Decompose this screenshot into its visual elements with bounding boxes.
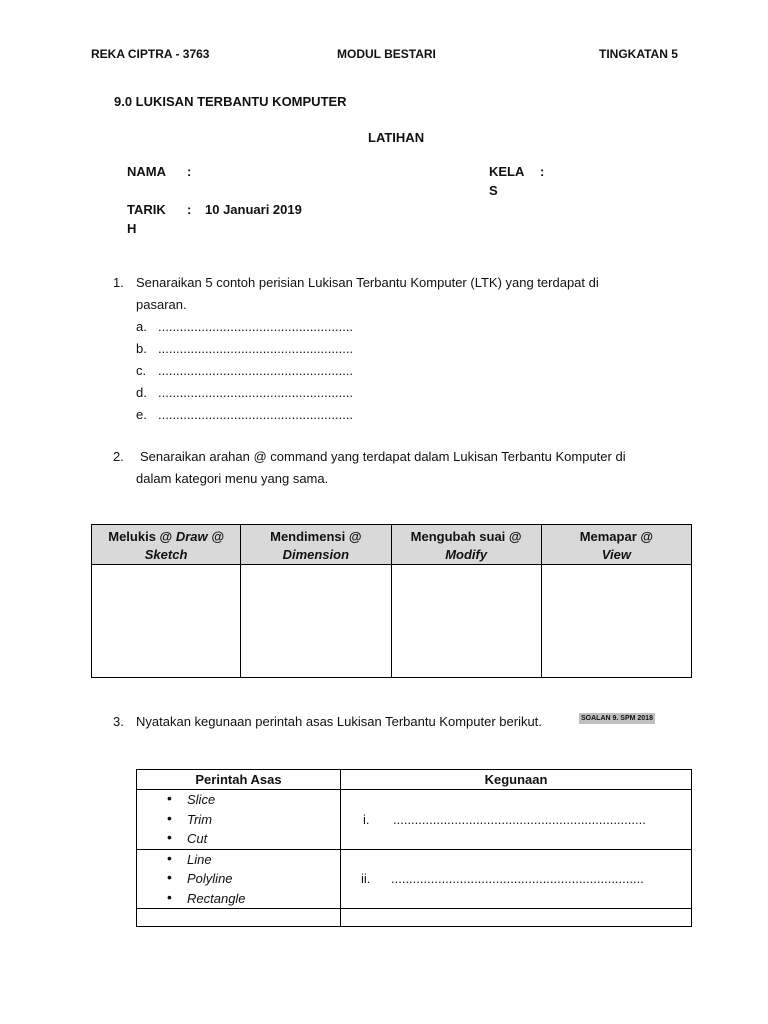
q1-number: 1. bbox=[113, 275, 124, 290]
command-item: • Rectangle bbox=[187, 889, 340, 909]
q3-number: 3. bbox=[113, 714, 124, 729]
command-cell bbox=[137, 790, 341, 850]
answer-cell[interactable] bbox=[241, 565, 391, 678]
header-left: REKA CIPTRA - 3763 bbox=[91, 47, 210, 61]
tarikh-value: 10 Januari 2019 bbox=[205, 202, 302, 217]
usage-blank[interactable]: ...................................................................... bbox=[391, 871, 644, 887]
header-text-line2: Sketch bbox=[144, 547, 188, 562]
header-text: Mengubah suai @ bbox=[410, 529, 522, 544]
q2-text-line2: dalam kategori menu yang sama. bbox=[136, 471, 329, 486]
command-list bbox=[137, 850, 340, 909]
command-item: • Slice bbox=[187, 790, 340, 810]
header-dimension bbox=[241, 525, 391, 565]
nama-colon: : bbox=[187, 164, 192, 179]
exam-reference-tag: SOALAN 9. SPM 2018 bbox=[581, 715, 653, 722]
item-letter: c. bbox=[136, 363, 147, 378]
item-letter: b. bbox=[136, 341, 147, 356]
header-text: Memapar @ bbox=[579, 529, 654, 544]
answer-blank[interactable]: ...................................................... bbox=[158, 385, 354, 400]
header-right: TINGKATAN 5 bbox=[599, 47, 678, 61]
answer-blank[interactable]: ...................................................... bbox=[158, 319, 354, 334]
tarikh-label-2: H bbox=[127, 221, 137, 236]
q1-text-line1: Senaraikan 5 contoh perisian Lukisan Terbantu Komputer (LTK) yang terdapat di bbox=[136, 275, 599, 290]
kelas-label-1: KELA bbox=[489, 164, 525, 179]
section-title: 9.0 LUKISAN TERBANTU KOMPUTER bbox=[114, 94, 347, 109]
header-text: Mendimensi @ bbox=[270, 529, 362, 544]
col-header-command: Perintah Asas bbox=[137, 770, 341, 790]
command-usage-table bbox=[136, 769, 692, 927]
command-category-table bbox=[91, 524, 692, 678]
header-text: Melukis @ bbox=[108, 529, 176, 544]
command-list bbox=[137, 790, 340, 849]
page-subtitle: LATIHAN bbox=[368, 130, 425, 145]
usage-cell bbox=[341, 790, 692, 850]
q1-text-line2: pasaran. bbox=[136, 297, 187, 312]
empty-cell[interactable] bbox=[341, 909, 692, 927]
answer-cell[interactable] bbox=[541, 565, 691, 678]
item-letter: d. bbox=[136, 385, 147, 400]
kelas-colon: : bbox=[540, 164, 545, 179]
q2-number: 2. bbox=[113, 449, 124, 464]
usage-blank[interactable]: ...................................................................... bbox=[393, 811, 646, 827]
command-item: • Trim bbox=[187, 810, 340, 830]
command-cell bbox=[137, 849, 341, 909]
command-item: • Line bbox=[187, 850, 340, 870]
list-item bbox=[136, 382, 353, 404]
col-header-usage: Kegunaan bbox=[341, 770, 692, 790]
list-item bbox=[136, 338, 353, 360]
command-item: • Polyline bbox=[187, 869, 340, 889]
header-center: MODUL BESTARI bbox=[337, 47, 436, 61]
list-item bbox=[136, 404, 353, 426]
header-text-italic: Draw @ bbox=[175, 529, 224, 544]
header-text-line2: View bbox=[601, 547, 631, 562]
tarikh-colon: : bbox=[187, 202, 192, 217]
q2-text-line1: Senaraikan arahan @ command yang terdapat dalam Lukisan Terbantu Komputer di bbox=[140, 449, 626, 464]
tarikh-label-1: TARIK bbox=[127, 202, 166, 217]
list-item bbox=[136, 316, 353, 338]
answer-blank[interactable]: ...................................................... bbox=[158, 407, 354, 422]
header-view bbox=[541, 525, 691, 565]
nama-label: NAMA bbox=[127, 164, 166, 179]
answer-blank[interactable]: ...................................................... bbox=[158, 363, 354, 378]
item-letter: e. bbox=[136, 407, 147, 422]
usage-numeral: ii. bbox=[361, 871, 371, 887]
kelas-label-2: S bbox=[489, 183, 498, 198]
q1-answer-list bbox=[136, 316, 353, 426]
usage-cell bbox=[341, 849, 692, 909]
header-modify bbox=[391, 525, 541, 565]
list-item bbox=[136, 360, 353, 382]
answer-blank[interactable]: ...................................................... bbox=[158, 341, 354, 356]
header-draw bbox=[92, 525, 241, 565]
q3-text: Nyatakan kegunaan perintah asas Lukisan Terbantu Komputer berikut. bbox=[136, 714, 542, 729]
item-letter: a. bbox=[136, 319, 147, 334]
empty-cell[interactable] bbox=[137, 909, 341, 927]
command-item: • Cut bbox=[187, 829, 340, 849]
usage-numeral: i. bbox=[363, 811, 370, 827]
answer-cell[interactable] bbox=[391, 565, 541, 678]
header-text-line2: Dimension bbox=[282, 547, 350, 562]
answer-cell[interactable] bbox=[92, 565, 241, 678]
header-text-line2: Modify bbox=[445, 547, 488, 562]
